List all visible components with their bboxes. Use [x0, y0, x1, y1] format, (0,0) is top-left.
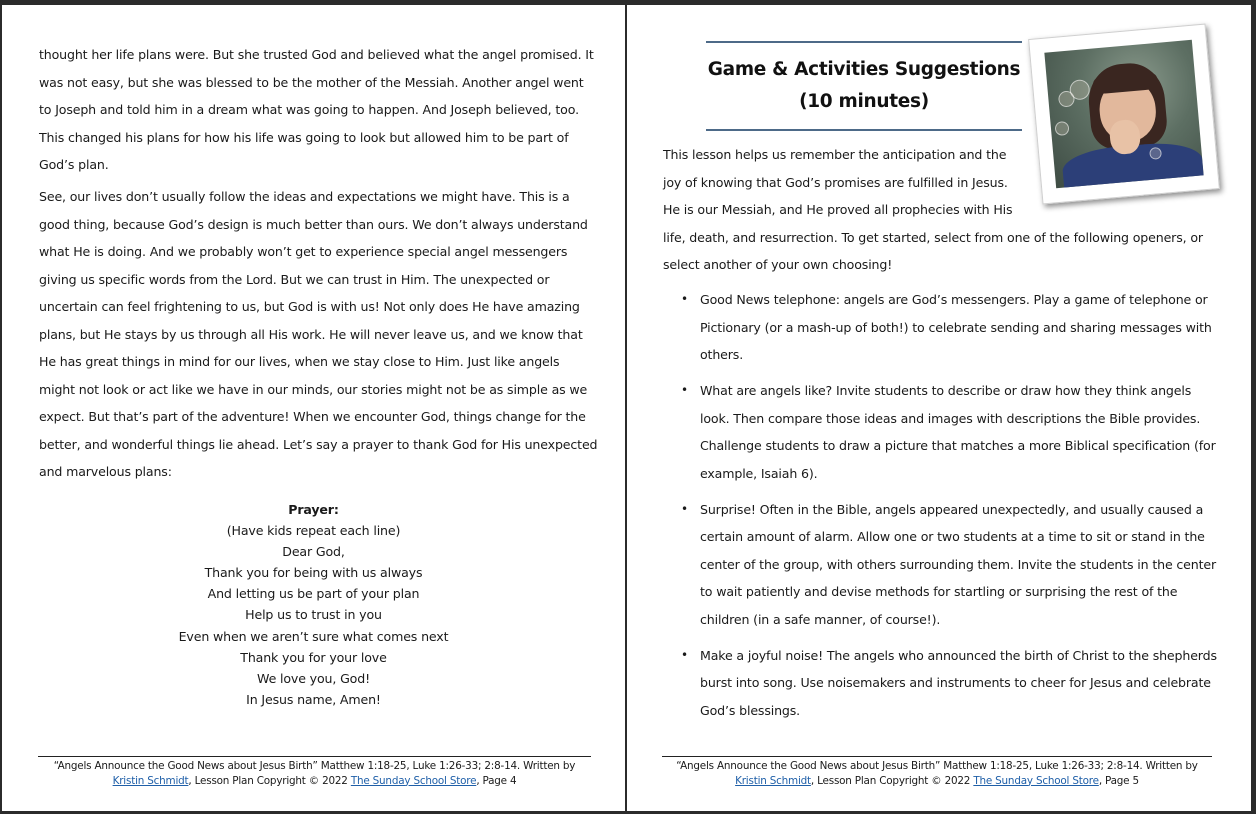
- page-number: , Page 5: [1098, 774, 1139, 787]
- heading-title: Game & Activities Suggestions: [707, 59, 1021, 80]
- prayer-line: Even when we aren’t sure what comes next: [178, 628, 449, 644]
- list-item: [663, 496, 1223, 634]
- section-heading: [706, 41, 1022, 131]
- footer-text: “Angels Announce the Good News about Jesus Birth” Matthew 1:18-25, Luke 1:26-33; 2:8-14. Written by: [53, 760, 576, 772]
- page-number: , Page 4: [476, 774, 517, 787]
- footer-text: “Angels Announce the Good News about Jesus Birth” Matthew 1:18-25, Luke 1:26-33; 2:8-14. Written by: [676, 760, 1198, 772]
- prayer-line: Thank you for your love: [240, 649, 387, 665]
- prayer-line: In Jesus name, Amen!: [246, 691, 381, 707]
- intro-paragraph: [663, 141, 1223, 279]
- activity-text: Surprise! Often in the Bible, angels appeared unexpectedly, and usually caused a certain amount of alarm. Allow one or two students at a time to sit or stand in the center of the group, with others surrounding them. Invite the students in the center to wait patiently and devise methods for startling or surprising the rest of the children (in a safe manner, of course!).: [700, 501, 1217, 627]
- footer-text: , Lesson Plan Copyright © 2022: [188, 774, 351, 787]
- bullet-icon: •: [681, 501, 688, 516]
- list-item: [663, 377, 1223, 487]
- prayer-line: Thank you for being with us always: [204, 565, 423, 581]
- prayer-line: And letting us be part of your plan: [207, 586, 420, 602]
- page-5: [627, 5, 1251, 811]
- store-link[interactable]: The Sunday School Store: [973, 774, 1099, 787]
- list-item: [663, 286, 1223, 369]
- bullet-icon: •: [681, 647, 688, 662]
- author-link[interactable]: Kristin Schmidt: [112, 774, 189, 787]
- prayer-block: [2, 499, 625, 710]
- page-4: [2, 5, 625, 811]
- store-link[interactable]: The Sunday School Store: [350, 774, 477, 787]
- page-footer: [38, 756, 591, 788]
- heading-duration: (10 minutes): [799, 91, 929, 112]
- intro-line: select another of your own choosing!: [663, 257, 893, 272]
- bullet-icon: •: [681, 383, 688, 397]
- prayer-line: We love you, God!: [257, 670, 370, 686]
- intro-line: life, death, and resurrection. To get started, select from one of the following openers, or: [663, 229, 1203, 245]
- list-item: [663, 642, 1223, 725]
- activity-text: Good News telephone: angels are God’s messengers. Play a game of telephone or Pictionary (or a mash-up of both!) to celebrate sending and sharing messages with others.: [700, 292, 1212, 362]
- bullet-icon: •: [681, 292, 688, 306]
- prayer-title: Prayer:: [288, 502, 339, 517]
- page-footer: [662, 756, 1212, 788]
- intro-line: He is our Messiah, and He proved all prophecies with His: [663, 202, 1013, 217]
- body-paragraph: thought her life plans were. But she trusted God and believed what the angel promised. It was not easy, but she was blessed to be the mother of the Messiah. Another angel went to Joseph and told him in a dream what was going to happen. And Joseph believed, too. This changed his plans for how his life was going to look but allowed him to be part of God’s plan.: [39, 47, 594, 172]
- author-link[interactable]: Kristin Schmidt: [735, 774, 811, 787]
- body-paragraph: See, our lives don’t usually follow the ideas and expectations we might have. This is a good thing, because God’s design is much better than ours. We don’t always understand what He is doing. And we probably won’t get to experience special angel messengers giving us specific words from the Lord. But we can trust in Him. The unexpected or uncertain can feel frightening to us, but God is with us! Not only does He have amazing plans, but He stays by us through all His work. He will never leave us, and we know that He has great things in mind for our lives, when we stay close to Him. Just like angels might not look or act like we have in our minds, our stories might not be as simple as we expect. But that’s part of the adventure! When we encounter God, things change for the better, and wonderful things lie ahead. Let’s say a prayer to thank God for His unexpected and marvelous plans:: [39, 189, 598, 479]
- activity-text: Make a joyful noise! The angels who announced the birth of Christ to the shepherds burst into song. Use noisemakers and instruments to cheer for Jesus and celebrate God’s blessings.: [700, 647, 1217, 718]
- activity-text: What are angels like? Invite students to describe or draw how they think angels look. Then compare those ideas and images with descriptions the Bible provides. Challenge students to draw a picture that matches a more Biblical specification (for example, Isaiah 6).: [700, 383, 1216, 481]
- activities-list: [663, 286, 1223, 733]
- prayer-line: Dear God,: [282, 544, 345, 560]
- intro-line: This lesson helps us remember the anticipation and the: [663, 147, 1007, 162]
- intro-line: joy of knowing that God’s promises are fulfilled in Jesus.: [663, 174, 1008, 190]
- footer-text: , Lesson Plan Copyright © 2022: [810, 774, 974, 787]
- prayer-line: Help us to trust in you: [245, 607, 382, 623]
- prayer-line: (Have kids repeat each line): [226, 523, 401, 539]
